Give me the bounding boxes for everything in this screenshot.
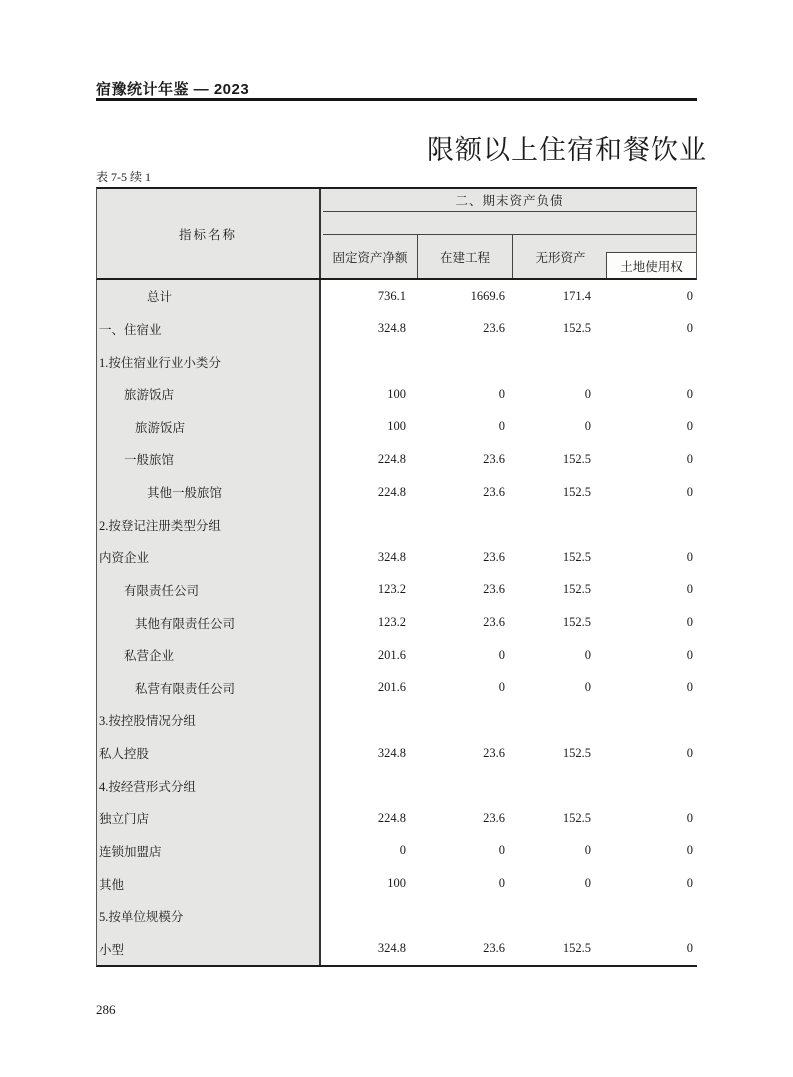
cell-value: 171.4 (562, 288, 591, 303)
cell-value: 0 (686, 549, 693, 564)
column-header-fixed-assets: 固定资产净额 (323, 235, 418, 278)
indicator-name-header: 指标名称 (97, 189, 321, 278)
cell-value: 224.8 (377, 484, 406, 499)
row-label: 独立门店 (97, 802, 321, 835)
cell-value: 0 (584, 680, 591, 695)
cell-value: 23.6 (483, 582, 505, 597)
row-label: 其他有限责任公司 (97, 606, 321, 639)
table-row (97, 378, 697, 411)
cell-value: 152.5 (562, 615, 591, 630)
header-empty-band (323, 212, 696, 235)
cell-value: 23.6 (483, 745, 505, 760)
cell-value: 0 (686, 810, 693, 825)
cell-value: 0 (498, 647, 505, 662)
cell-value: 0 (686, 941, 693, 956)
cell-value: 100 (387, 876, 406, 891)
cell-value: 23.6 (483, 451, 505, 466)
cell-value: 324.8 (377, 745, 406, 760)
row-label: 私营企业 (97, 639, 321, 672)
row-label: 有限责任公司 (97, 574, 321, 607)
cell-value: 0 (584, 419, 591, 434)
cell-value: 1669.6 (470, 288, 505, 303)
cell-value: 123.2 (377, 582, 406, 597)
column-headers (323, 235, 696, 278)
cell-value: 0 (584, 876, 591, 891)
row-label: 其他一般旅馆 (97, 476, 321, 509)
cell-value: 224.8 (377, 451, 406, 466)
table-row (97, 769, 697, 802)
cell-value: 324.8 (377, 549, 406, 564)
cell-value: 0 (686, 386, 693, 401)
cell-value: 152.5 (562, 451, 591, 466)
table-header (96, 187, 697, 280)
cell-value: 0 (686, 288, 693, 303)
table-row (97, 900, 697, 933)
cell-value: 201.6 (377, 647, 406, 662)
column-header-intangible-assets: 无形资产 (535, 250, 586, 265)
table-row (97, 476, 697, 509)
cell-value: 0 (686, 321, 693, 336)
cell-value: 0 (584, 843, 591, 858)
header-rule (96, 98, 697, 101)
cell-value: 0 (498, 876, 505, 891)
row-label: 内资企业 (97, 541, 321, 574)
table-row (97, 867, 697, 900)
cell-value: 0 (399, 843, 406, 858)
cell-value: 152.5 (562, 321, 591, 336)
row-label: 旅游饭店 (97, 411, 321, 444)
cell-value: 0 (584, 386, 591, 401)
table-row (97, 672, 697, 705)
cell-value: 23.6 (483, 321, 505, 336)
cell-value: 0 (686, 451, 693, 466)
table-row (97, 639, 697, 672)
cell-value: 123.2 (377, 615, 406, 630)
row-label: 私人控股 (97, 737, 321, 770)
row-label: 一、住宿业 (97, 313, 321, 346)
cell-value: 23.6 (483, 810, 505, 825)
row-label: 其他 (97, 867, 321, 900)
cell-value: 0 (584, 647, 591, 662)
table-row (97, 508, 697, 541)
table-row (97, 704, 697, 737)
row-label: 1.按住宿业行业小类分 (97, 345, 321, 378)
table-row (97, 933, 697, 966)
cell-value: 201.6 (377, 680, 406, 695)
cell-value: 152.5 (562, 810, 591, 825)
group-header: 二、期末资产负债 (323, 189, 696, 212)
table-row (97, 345, 697, 378)
row-label: 旅游饭店 (97, 378, 321, 411)
page-title: 限额以上住宿和餐饮业 (427, 135, 707, 165)
cell-value: 0 (686, 647, 693, 662)
cell-value: 324.8 (377, 321, 406, 336)
cell-value: 0 (686, 484, 693, 499)
cell-value: 100 (387, 419, 406, 434)
table-row (97, 313, 697, 346)
cell-value: 0 (498, 419, 505, 434)
table-row (97, 443, 697, 476)
cell-value: 152.5 (562, 941, 591, 956)
cell-value: 0 (686, 582, 693, 597)
cell-value: 23.6 (483, 941, 505, 956)
table-row (97, 737, 697, 770)
row-label: 连锁加盟店 (97, 835, 321, 868)
table-body (96, 280, 697, 967)
row-label: 4.按经营形式分组 (97, 769, 321, 802)
column-header-construction: 在建工程 (418, 235, 513, 278)
table-row (97, 606, 697, 639)
cell-value: 152.5 (562, 745, 591, 760)
cell-value: 0 (686, 843, 693, 858)
cell-value: 224.8 (377, 810, 406, 825)
header-group (323, 189, 696, 278)
cell-value: 100 (387, 386, 406, 401)
cell-value: 0 (498, 386, 505, 401)
cell-value: 152.5 (562, 549, 591, 564)
table-row (97, 541, 697, 574)
table-row (97, 411, 697, 444)
table-row (97, 574, 697, 607)
row-label: 一般旅馆 (97, 443, 321, 476)
row-label: 私营有限责任公司 (97, 672, 321, 705)
cell-value: 0 (686, 745, 693, 760)
cell-value: 736.1 (377, 288, 406, 303)
column-header-intangible-group (513, 235, 696, 278)
cell-value: 0 (498, 680, 505, 695)
row-label: 5.按单位规模分 (97, 900, 321, 933)
cell-value: 23.6 (483, 549, 505, 564)
cell-value: 152.5 (562, 484, 591, 499)
cell-value: 0 (686, 419, 693, 434)
row-label: 2.按登记注册类型分组 (97, 508, 321, 541)
book-header: 宿豫统计年鉴 — 2023 (96, 81, 250, 98)
table-caption: 表 7-5 续 1 (96, 170, 151, 184)
cell-value: 0 (686, 876, 693, 891)
row-label: 总计 (97, 280, 321, 313)
stats-table (96, 187, 697, 967)
cell-value: 152.5 (562, 582, 591, 597)
cell-value: 324.8 (377, 941, 406, 956)
table-row (97, 280, 697, 313)
row-label: 小型 (97, 933, 321, 966)
cell-value: 0 (686, 680, 693, 695)
table-row (97, 802, 697, 835)
table-row (97, 835, 697, 868)
cell-value: 23.6 (483, 615, 505, 630)
row-label: 3.按控股情况分组 (97, 704, 321, 737)
page-number: 286 (96, 1002, 116, 1017)
cell-value: 23.6 (483, 484, 505, 499)
column-header-land-use-rights: 土地使用权 (606, 252, 696, 278)
cell-value: 0 (686, 615, 693, 630)
cell-value: 0 (498, 843, 505, 858)
